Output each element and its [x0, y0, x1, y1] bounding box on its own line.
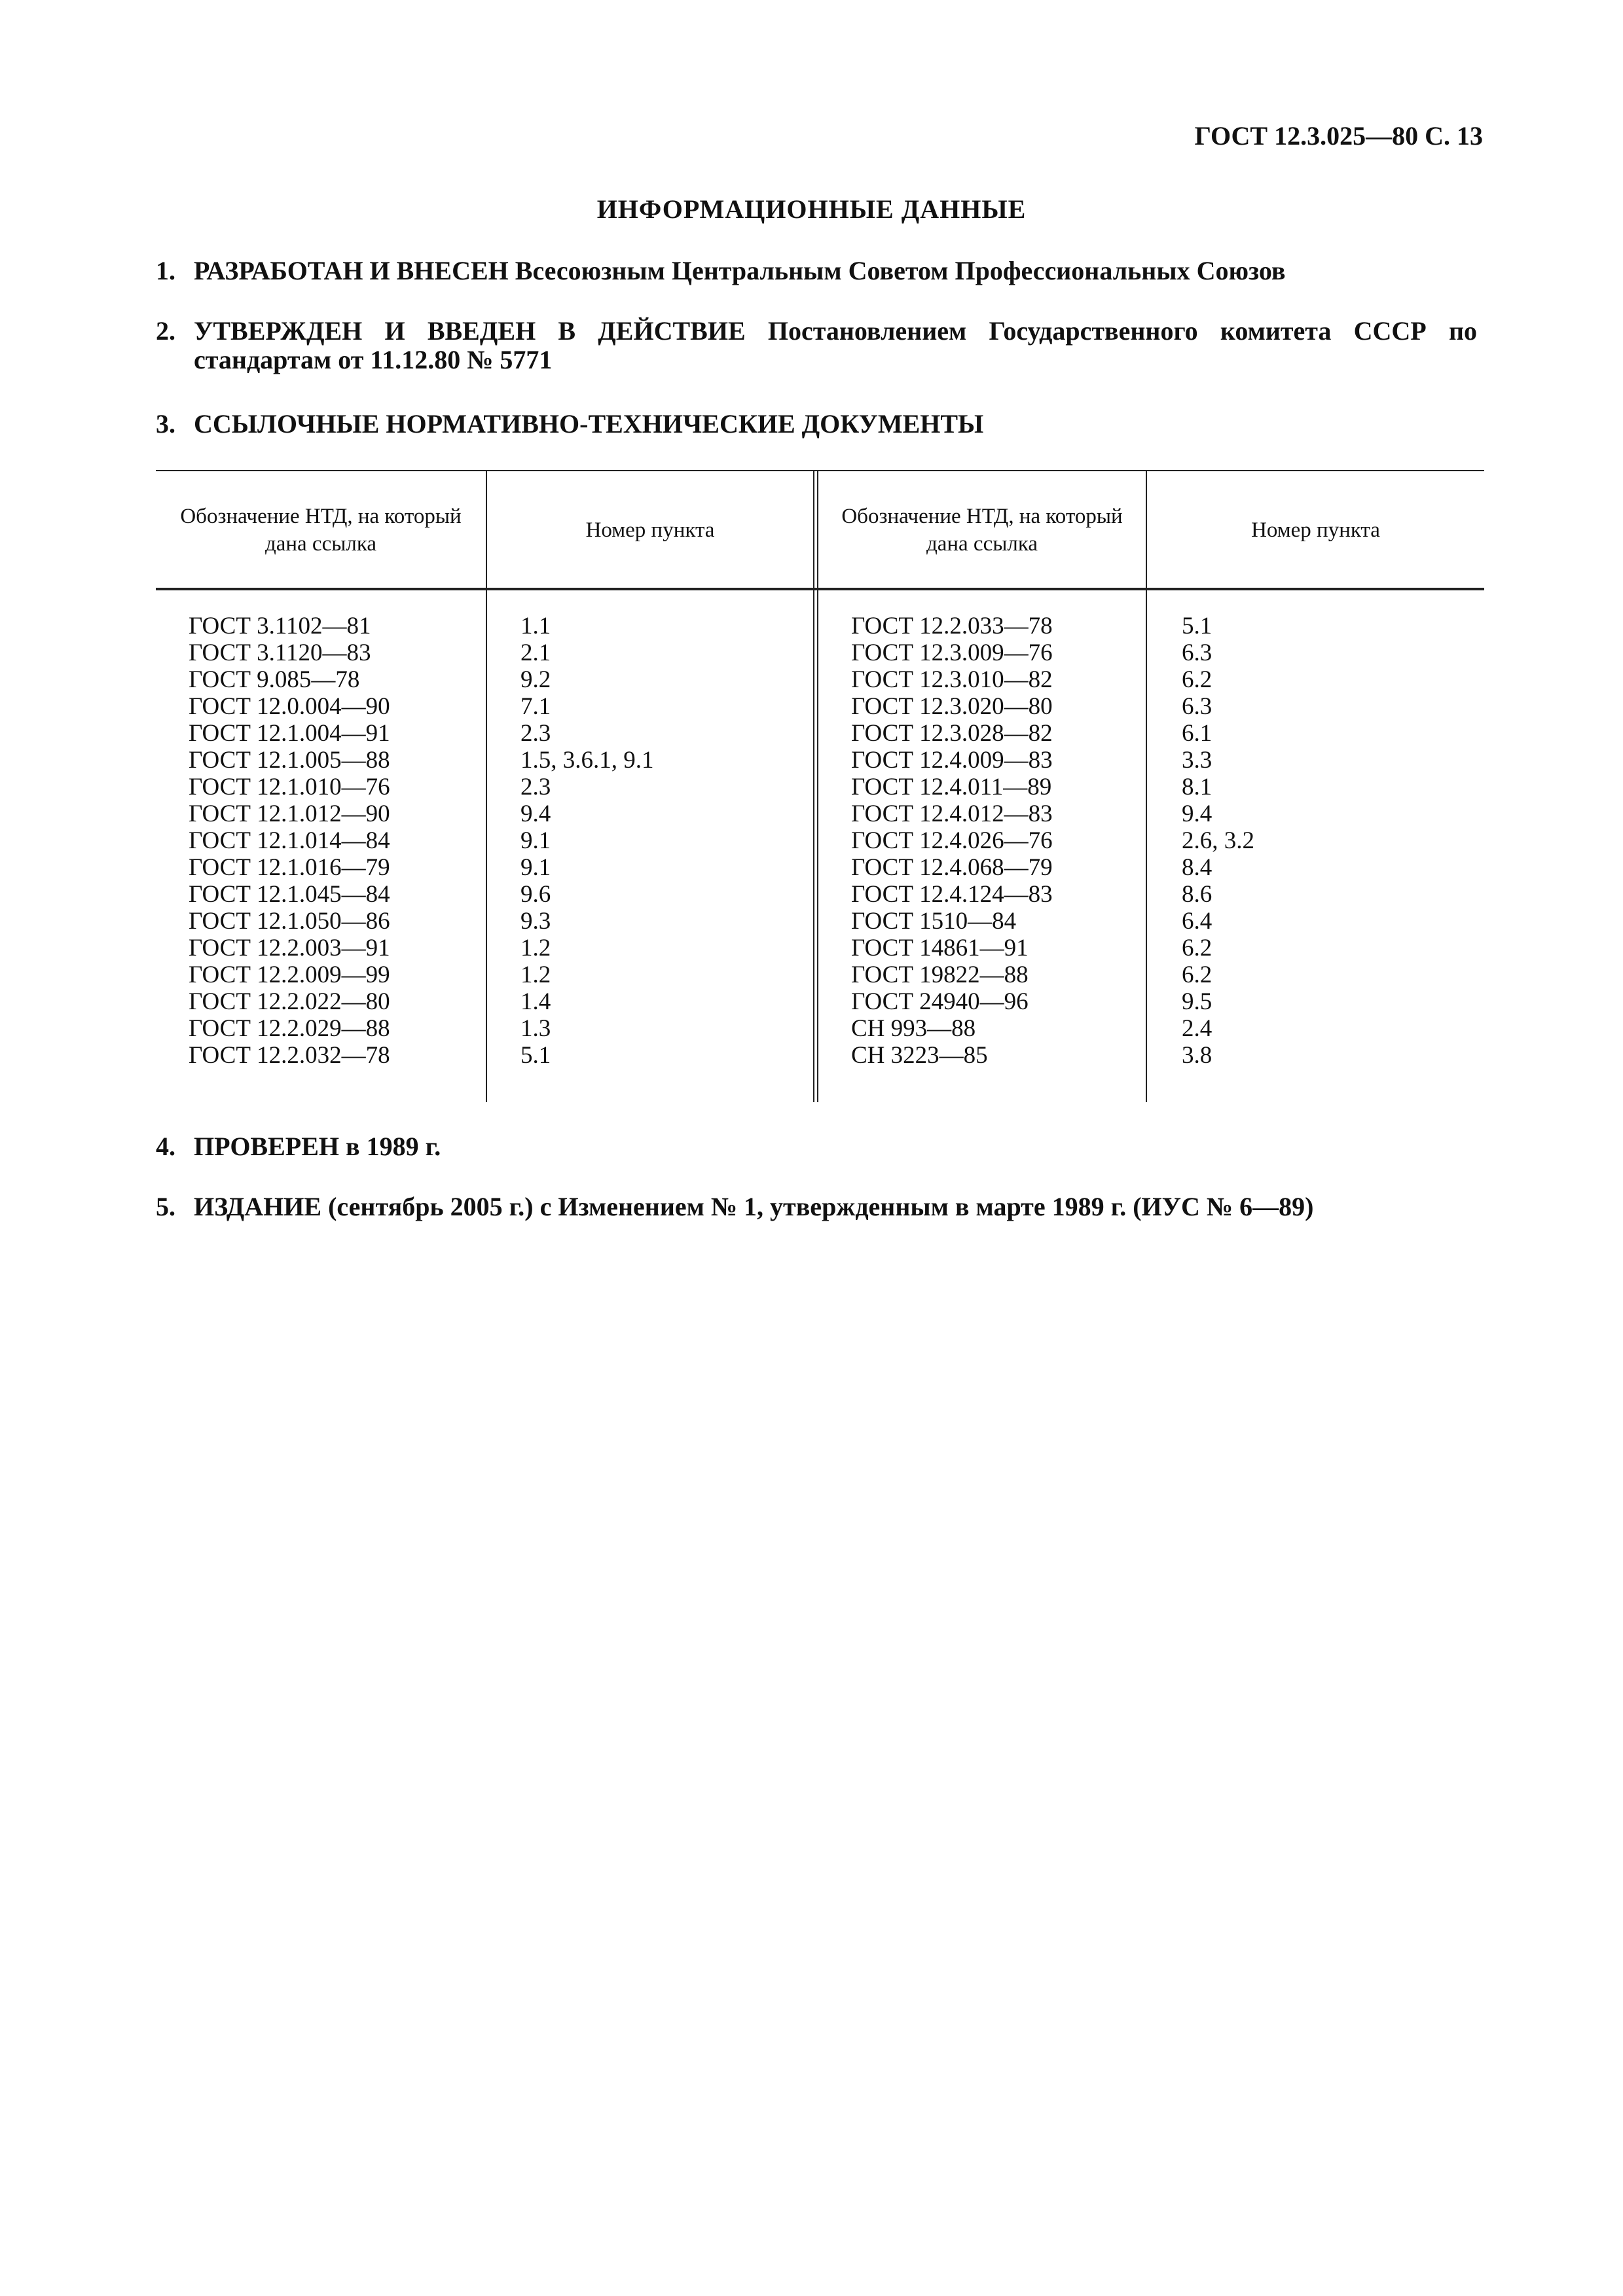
- point-number: 5.1: [1182, 613, 1213, 639]
- ntd-designation: ГОСТ 12.1.012—90: [189, 800, 390, 827]
- ntd-designation: ГОСТ 12.3.028—82: [851, 720, 1053, 747]
- ntd-designation: ГОСТ 12.4.009—83: [851, 747, 1053, 774]
- point-number: 1.1: [520, 613, 551, 639]
- left-point-column: [520, 613, 654, 1069]
- item-number: 2.: [156, 316, 175, 346]
- point-number: 2.1: [520, 639, 551, 666]
- point-number: 6.3: [1182, 639, 1213, 666]
- table-header-doc: Обозначение НТД, на который дана ссылка: [180, 505, 462, 556]
- ntd-designation: ГОСТ 12.4.012—83: [851, 800, 1053, 827]
- ntd-designation: ГОСТ 12.2.033—78: [851, 613, 1053, 639]
- info-item-5: [156, 1193, 1485, 1221]
- point-number: 3.8: [1182, 1042, 1213, 1069]
- point-number: 8.6: [1182, 881, 1213, 908]
- ntd-designation: ГОСТ 12.4.124—83: [851, 881, 1053, 908]
- ntd-designation: ГОСТ 12.1.004—91: [189, 720, 390, 747]
- ntd-designation: ГОСТ 12.2.009—99: [189, 961, 390, 988]
- point-number: 2.6, 3.2: [1182, 827, 1254, 854]
- item-text: ПРОВЕРЕН в 1989 г.: [194, 1132, 441, 1161]
- page-header: ГОСТ 12.3.025—80 С. 13: [1194, 121, 1483, 151]
- ntd-designation: ГОСТ 12.2.003—91: [189, 935, 390, 961]
- point-number: 2.3: [520, 774, 551, 800]
- point-number: 9.1: [520, 827, 551, 854]
- point-number: 6.4: [1182, 908, 1213, 935]
- left-doc-column: [189, 613, 390, 1069]
- ntd-designation: ГОСТ 3.1120—83: [189, 639, 371, 666]
- ntd-designation: ГОСТ 14861—91: [851, 935, 1029, 961]
- ntd-designation: ГОСТ 12.1.005—88: [189, 747, 390, 774]
- point-number: 9.6: [520, 881, 551, 908]
- ntd-designation: СН 993—88: [851, 1015, 976, 1042]
- ntd-designation: ГОСТ 12.4.026—76: [851, 827, 1053, 854]
- item-text: РАЗРАБОТАН И ВНЕСЕН Всесоюзным Центральным Советом Профессиональных Союзов: [194, 256, 1286, 285]
- column-divider-double: [813, 471, 814, 1102]
- point-number: 1.4: [520, 988, 551, 1015]
- ntd-designation: ГОСТ 12.2.032—78: [189, 1042, 390, 1069]
- ntd-designation: ГОСТ 12.4.068—79: [851, 854, 1053, 881]
- ntd-designation: ГОСТ 12.1.050—86: [189, 908, 390, 935]
- info-item-1: [156, 257, 1485, 285]
- point-number: 9.4: [1182, 800, 1213, 827]
- ntd-designation: ГОСТ 12.4.011—89: [851, 774, 1052, 800]
- info-item-3: [156, 410, 1485, 439]
- point-number: 7.1: [520, 693, 551, 720]
- point-number: 1.2: [520, 961, 551, 988]
- ntd-designation: ГОСТ 3.1102—81: [189, 613, 371, 639]
- ntd-designation: ГОСТ 12.3.009—76: [851, 639, 1053, 666]
- ntd-designation: ГОСТ 12.1.014—84: [189, 827, 390, 854]
- point-number: 8.1: [1182, 774, 1213, 800]
- table-header-point: Номер пункта: [585, 518, 715, 542]
- point-number: 6.2: [1182, 961, 1213, 988]
- ntd-designation: ГОСТ 12.1.045—84: [189, 881, 390, 908]
- ntd-designation: ГОСТ 12.1.016—79: [189, 854, 390, 881]
- point-number: 6.2: [1182, 935, 1213, 961]
- info-item-2: [156, 317, 1485, 374]
- item-text: ССЫЛОЧНЫЕ НОРМАТИВНО-ТЕХНИЧЕСКИЕ ДОКУМЕНТЫ: [194, 409, 984, 439]
- ntd-designation: ГОСТ 12.2.029—88: [189, 1015, 390, 1042]
- ntd-designation: ГОСТ 12.3.020—80: [851, 693, 1053, 720]
- ntd-designation: ГОСТ 12.2.022—80: [189, 988, 390, 1015]
- point-number: 9.2: [520, 666, 551, 693]
- ntd-designation: ГОСТ 24940—96: [851, 988, 1029, 1015]
- item-number: 3.: [156, 409, 175, 439]
- point-number: 1.3: [520, 1015, 551, 1042]
- table-header-rule: [156, 588, 1484, 590]
- point-number: 9.3: [520, 908, 551, 935]
- item-number: 4.: [156, 1132, 175, 1161]
- right-point-column: [1182, 613, 1254, 1069]
- point-number: 8.4: [1182, 854, 1213, 881]
- item-number: 5.: [156, 1192, 175, 1221]
- ntd-designation: ГОСТ 9.085—78: [189, 666, 360, 693]
- info-item-4: [156, 1132, 1485, 1161]
- point-number: 2.3: [520, 720, 551, 747]
- point-number: 3.3: [1182, 747, 1213, 774]
- right-doc-column: [851, 613, 1053, 1069]
- point-number: 2.4: [1182, 1015, 1213, 1042]
- table-header-point: Номер пункта: [1251, 518, 1380, 542]
- ntd-designation: ГОСТ 1510—84: [851, 908, 1017, 935]
- item-number: 1.: [156, 256, 175, 285]
- point-number: 6.3: [1182, 693, 1213, 720]
- point-number: 9.5: [1182, 988, 1213, 1015]
- point-number: 9.1: [520, 854, 551, 881]
- point-number: 1.2: [520, 935, 551, 961]
- point-number: 6.2: [1182, 666, 1213, 693]
- ntd-designation: ГОСТ 19822—88: [851, 961, 1029, 988]
- section-title: ИНФОРМАЦИОННЫЕ ДАННЫЕ: [596, 194, 1027, 224]
- column-divider: [486, 471, 487, 1102]
- table-top-rule: [156, 470, 1484, 471]
- column-divider: [1146, 471, 1147, 1102]
- ntd-designation: ГОСТ 12.1.010—76: [189, 774, 390, 800]
- ntd-designation: ГОСТ 12.0.004—90: [189, 693, 390, 720]
- ntd-designation: ГОСТ 12.3.010—82: [851, 666, 1053, 693]
- table-header-doc: Обозначение НТД, на который дана ссылка: [841, 505, 1123, 556]
- item-text: УТВЕРЖДЕН И ВВЕДЕН В ДЕЙСТВИЕ Постановлением Государственного комитета СССР по стандартам от 11.12.80 № 5771: [194, 316, 1477, 374]
- item-text: ИЗДАНИЕ (сентябрь 2005 г.) с Изменением № 1, утвержденным в марте 1989 г. (ИУС № 6—89): [194, 1192, 1314, 1221]
- point-number: 1.5, 3.6.1, 9.1: [520, 747, 654, 774]
- point-number: 6.1: [1182, 720, 1213, 747]
- column-divider-double: [817, 471, 818, 1102]
- ntd-designation: СН 3223—85: [851, 1042, 988, 1069]
- point-number: 5.1: [520, 1042, 551, 1069]
- point-number: 9.4: [520, 800, 551, 827]
